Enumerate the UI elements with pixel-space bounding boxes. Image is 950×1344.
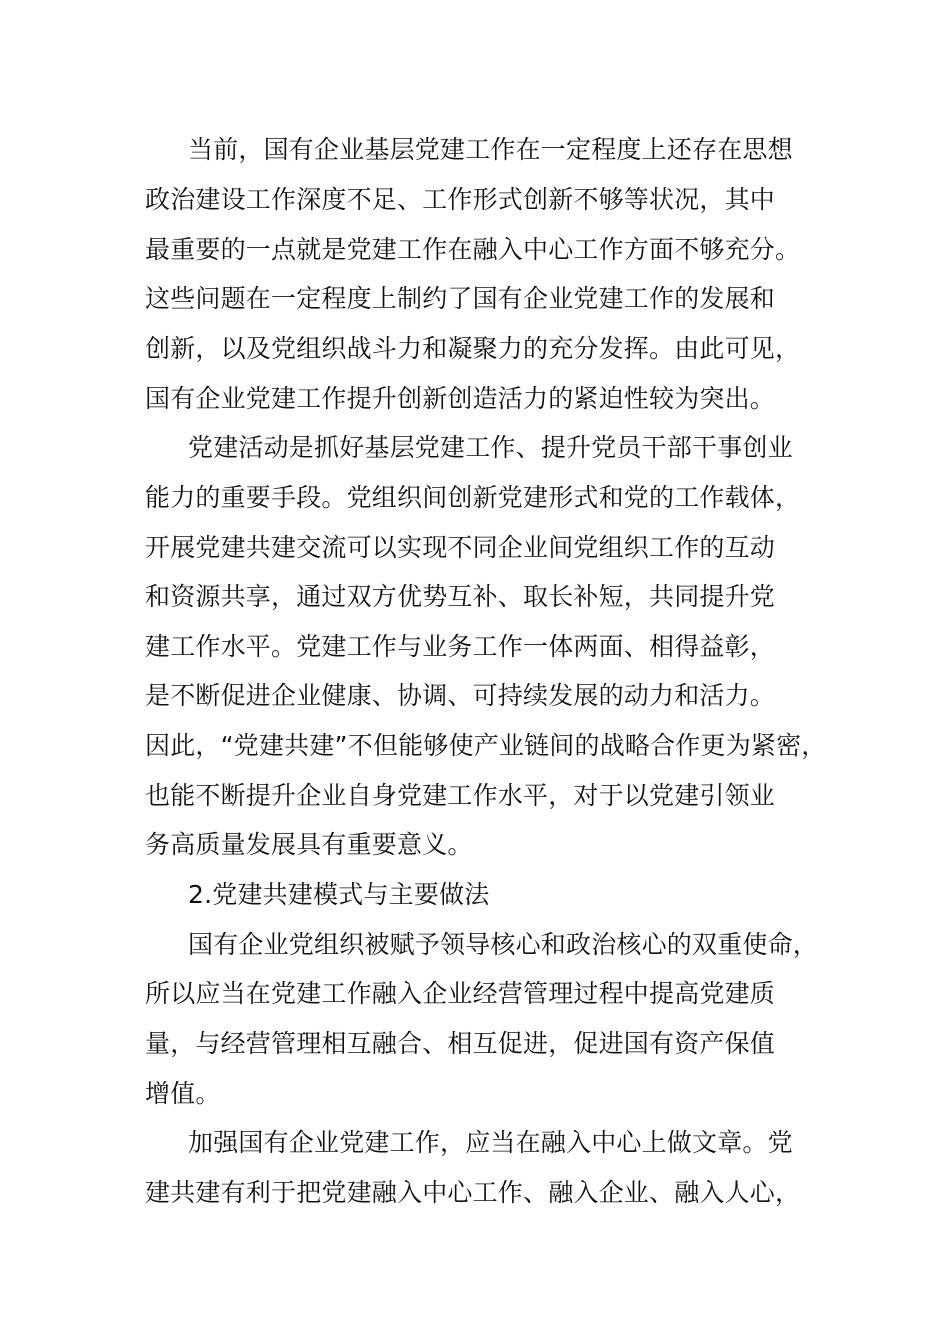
text-line-18: 所以应当在党建工作融入企业经营管理过程中提高党建质 — [145, 979, 776, 1008]
text-line-6: 国有企业党建工作提升创新创造活力的紧迫性较为突出。 — [145, 384, 776, 413]
text-line-1: 当前，国有企业基层党建工作在一定程度上还存在思想 — [188, 135, 793, 164]
text-line-20: 增值。 — [145, 1079, 221, 1108]
text-line-22: 建共建有利于把党建融入中心工作、融入企业、融入人心， — [145, 1178, 801, 1207]
text-line-7: 党建活动是抓好基层党建工作、提升党员干部干事创业 — [188, 433, 793, 462]
text-line-10: 和资源共享，通过双方优势互补、取长补短，共同提升党 — [145, 582, 776, 611]
text-line-2: 政治建设工作深度不足、工作形式创新不够等状况，其中 — [145, 185, 776, 214]
text-line-14: 也能不断提升企业自身党建工作水平，对于以党建引领业 — [145, 781, 776, 810]
text-line-5: 创新，以及党组织战斗力和凝聚力的充分发挥。由此可见， — [145, 334, 801, 363]
text-line-15: 务高质量发展具有重要意义。 — [145, 830, 473, 859]
text-line-17: 国有企业党组织被赋予领导核心和政治核心的双重使命， — [188, 930, 819, 959]
text-line-13: 因此，“党建共建”不但能够使产业链间的战略合作更为紧密， — [145, 731, 827, 760]
text-line-9: 开展党建共建交流可以实现不同企业间党组织工作的互动 — [145, 533, 776, 562]
text-line-4: 这些问题在一定程度上制约了国有企业党建工作的发展和 — [145, 284, 776, 313]
text-line-12: 是不断促进企业健康、协调、可持续发展的动力和活力。 — [145, 681, 776, 710]
text-line-11: 建工作水平。党建工作与业务工作一体两面、相得益彰， — [145, 632, 776, 661]
text-line-8: 能力的重要手段。党组织间创新党建形式和党的工作载体， — [145, 483, 801, 512]
section-heading: 2.党建共建模式与主要做法 — [188, 880, 490, 909]
text-line-21: 加强国有企业党建工作，应当在融入中心上做文章。党 — [188, 1128, 793, 1157]
text-line-19: 量，与经营管理相互融合、相互促进，促进国有资产保值 — [145, 1029, 776, 1058]
text-line-3: 最重要的一点就是党建工作在融入中心工作方面不够充分。 — [145, 235, 801, 264]
